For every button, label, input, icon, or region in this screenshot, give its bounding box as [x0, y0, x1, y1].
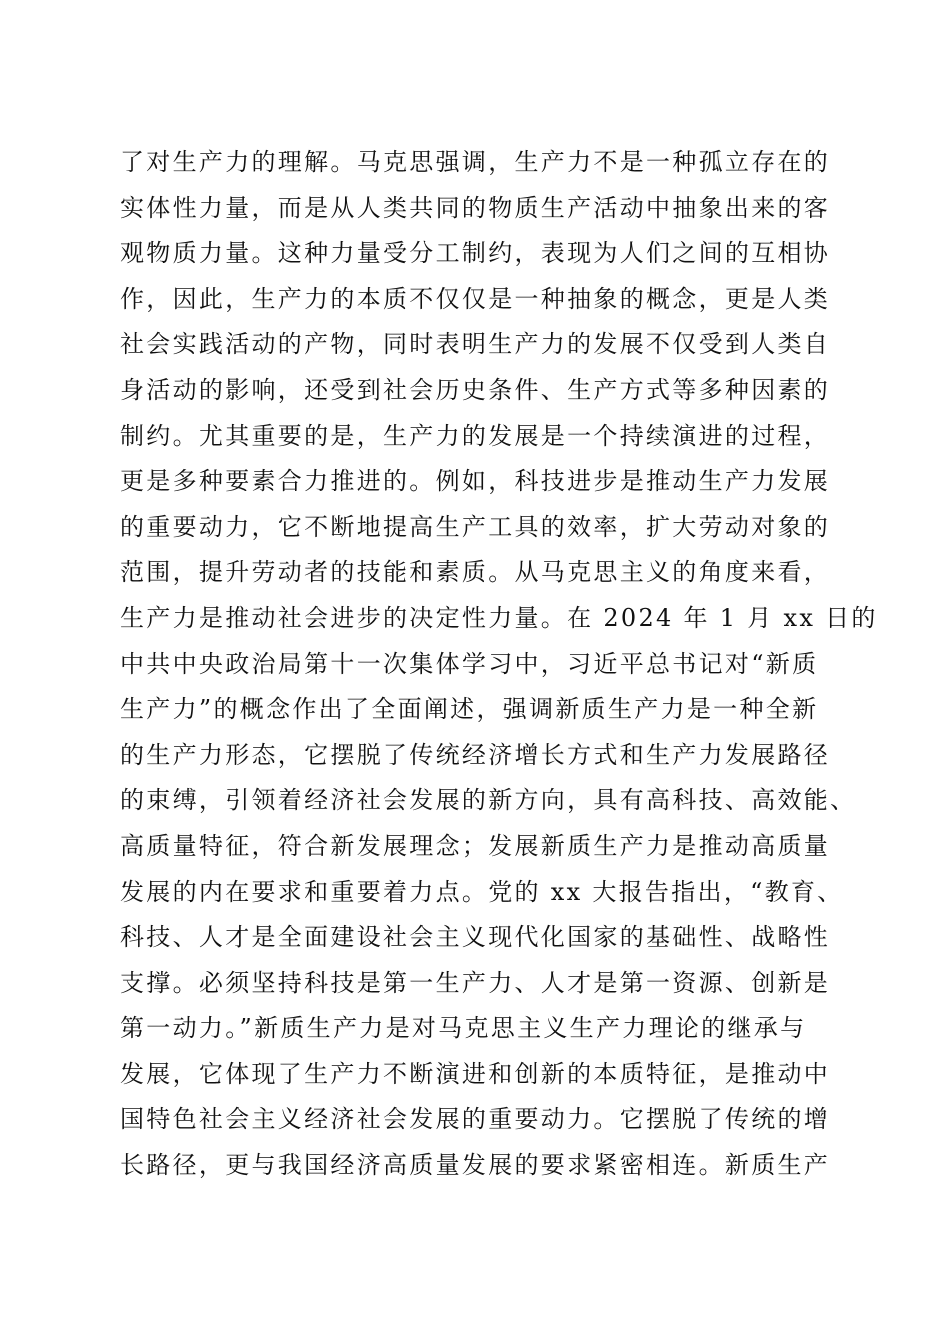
body-text	[120, 140, 880, 1189]
text-line: 发展，它体现了生产力不断演进和创新的本质特征，是推动中	[120, 1059, 831, 1088]
text-line: 第一动力。”新质生产力是对马克思主义生产力理论的继承与	[120, 1014, 807, 1043]
text-line: 发展的内在要求和重要着力点。党的 xx 大报告指出，“教育、	[120, 877, 844, 906]
text-line: 了对生产力的理解。马克思强调，生产力不是一种孤立存在的	[120, 148, 831, 176]
text-line: 范围，提升劳动者的技能和素质。从马克思主义的角度来看，	[120, 558, 831, 587]
text-line: 更是多种要素合力推进的。例如，科技进步是推动生产力发展	[120, 467, 831, 496]
text-line: 中共中央政治局第十一次集体学习中，习近平总书记对“新质	[120, 649, 819, 678]
text-line: 科技、人才是全面建设社会主义现代化国家的基础性、战略性	[120, 923, 831, 952]
text-line: 制约。尤其重要的是，生产力的发展是一个持续演进的过程，	[120, 421, 831, 450]
text-line: 的束缚，引领着经济社会发展的新方向，具有高科技、高效能、	[120, 786, 857, 815]
text-line: 长路径，更与我国经济高质量发展的要求紧密相连。新质生产	[120, 1151, 831, 1180]
text-line: 观物质力量。这种力量受分工制约，表现为人们之间的互相协	[120, 239, 831, 268]
text-line: 的生产力形态，它摆脱了传统经济增长方式和生产力发展路径	[120, 740, 831, 769]
text-line: 社会实践活动的产物，同时表明生产力的发展不仅受到人类自	[120, 330, 831, 359]
text-line: 实体性力量，而是从人类共同的物质生产活动中抽象出来的客	[120, 193, 831, 222]
text-line: 作，因此，生产力的本质不仅仅是一种抽象的概念，更是人类	[120, 284, 831, 313]
text-line: 的重要动力，它不断地提高生产工具的效率，扩大劳动对象的	[120, 512, 831, 541]
text-line: 支撑。必须坚持科技是第一生产力、人才是第一资源、创新是	[120, 968, 831, 997]
text-line: 生产力是推动社会进步的决定性力量。在 2024 年 1 月 xx 日的	[120, 603, 878, 632]
text-line: 生产力”的概念作出了全面阐述，强调新质生产力是一种全新	[120, 695, 819, 724]
text-line: 国特色社会主义经济社会发展的重要动力。它摆脱了传统的增	[120, 1105, 831, 1134]
text-line: 高质量特征，符合新发展理念；发展新质生产力是推动高质量	[120, 831, 831, 860]
text-line: 身活动的影响，还受到社会历史条件、生产方式等多种因素的	[120, 375, 831, 404]
